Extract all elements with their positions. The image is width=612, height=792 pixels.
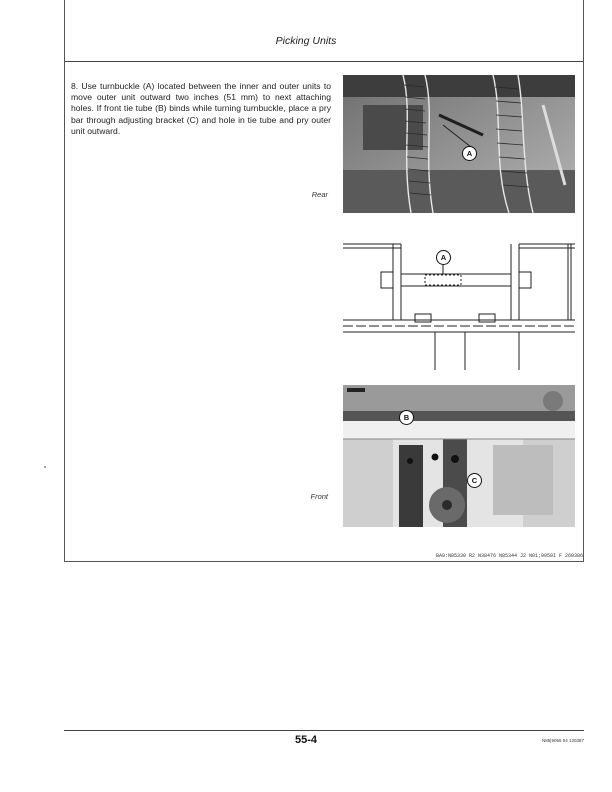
callout-c-front: C (467, 473, 482, 488)
figure-reference-codes: BA9:N85330 R2 N38476 N85344 J2 N01;9950I F 260386 (435, 553, 583, 559)
step-instruction: 8. Use turnbuckle (A) located between the inner and outer units to move outer unit outward two inches (51 mm) to next attaching holes. If front tie tube (B) binds while turning turnbuckle, place a pry bar through adjusting bracket (C) and hole in tie tube and pry outer unit outward. (71, 81, 331, 136)
footer-rule (64, 730, 584, 731)
rear-photo (343, 75, 575, 213)
section-title: Picking Units (275, 35, 337, 47)
callout-b-front: B (399, 410, 414, 425)
front-photo (343, 385, 575, 527)
rear-photo-image (343, 75, 575, 213)
figure-label-rear: Rear (311, 190, 328, 199)
turnbuckle-diagram-drawing (343, 238, 575, 373)
margin-mark (44, 466, 46, 468)
callout-a-rear: A (462, 146, 477, 161)
figure-label-front: Front (310, 492, 328, 501)
callout-a-diagram: A (436, 250, 451, 265)
turnbuckle-diagram (343, 238, 575, 373)
document-code: N85|9055 04 120387 (542, 738, 584, 743)
front-photo-image (343, 385, 575, 527)
page-number: 55-4 (294, 734, 318, 746)
